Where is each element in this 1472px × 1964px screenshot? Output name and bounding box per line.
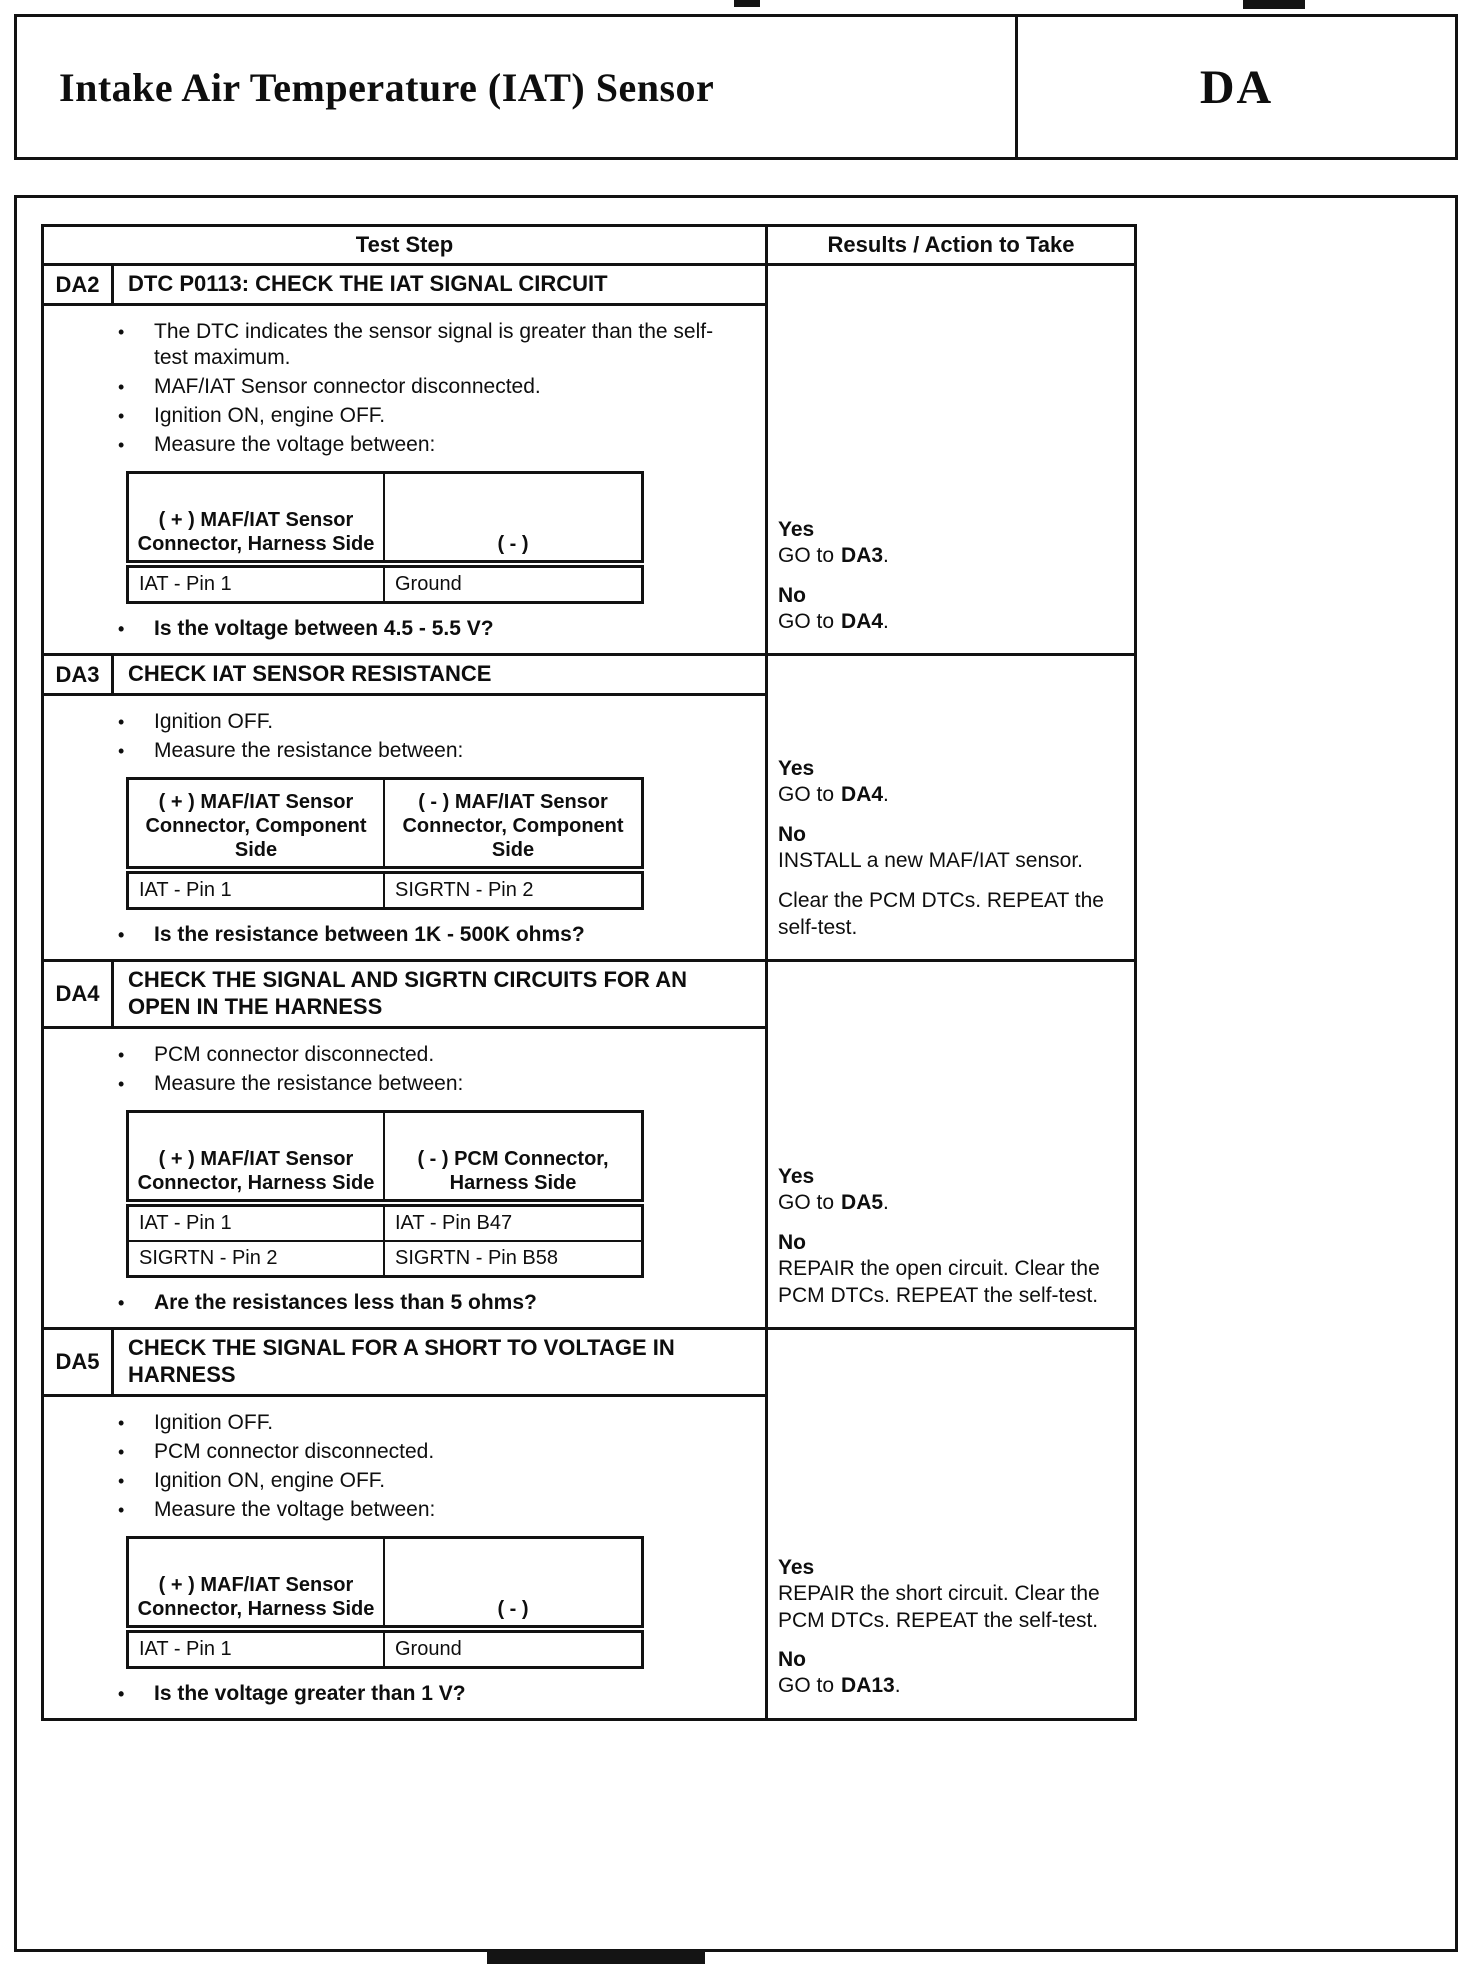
action-text: GO to: [778, 783, 835, 807]
result-no: [778, 1230, 1124, 1309]
bullet-item: [118, 1410, 745, 1436]
connector-table: [126, 471, 644, 604]
result-action: [778, 543, 1124, 569]
connector-table-row: [129, 1207, 641, 1240]
action-text: GO to: [778, 1191, 835, 1215]
connector-table-header: ( + ) MAF/IAT Sensor Connector, Component Side: [129, 780, 385, 866]
bullet-icon: •: [118, 322, 125, 343]
scan-artifact: [1243, 0, 1305, 9]
table-header-row: [44, 227, 1134, 266]
step-id: DA4: [44, 962, 114, 1026]
connector-table-header: ( - ): [497, 533, 529, 556]
connector-table: [126, 1536, 644, 1669]
connector-table-cell: IAT - Pin 1: [129, 874, 385, 907]
connector-table-cell: IAT - Pin B47: [395, 1212, 513, 1235]
connector-table-cell: IAT - Pin 1: [129, 1633, 385, 1666]
bullet-item: [118, 1468, 745, 1494]
action-text: REPAIR the open circuit. Clear the PCM DTCs. REPEAT the self-test.: [778, 1257, 1100, 1307]
bullet-icon: •: [118, 1074, 125, 1095]
result-action: [778, 848, 1124, 874]
connector-table-row: [129, 568, 641, 601]
bullet-item: [118, 1439, 745, 1465]
bullet-icon: •: [118, 1293, 125, 1314]
step-body: [44, 1029, 765, 1327]
verdict-label: No: [778, 1230, 806, 1254]
bullet-icon: •: [118, 406, 125, 427]
connector-table-header: ( - ): [497, 1597, 529, 1620]
step-id: DA3: [44, 656, 114, 693]
bullet-icon: •: [118, 1441, 125, 1462]
action-text: REPAIR the short circuit. Clear the PCM DTCs. REPEAT the self-test.: [778, 1582, 1100, 1632]
action-target: DA5: [841, 1191, 884, 1215]
results-cell: [768, 656, 1134, 959]
bullet-item: [118, 319, 745, 371]
step-header: [44, 266, 765, 306]
bullet-text: Ignition ON, engine OFF.: [154, 1468, 386, 1492]
page-title: Intake Air Temperature (IAT) Sensor: [59, 64, 715, 110]
action-text: GO to: [778, 609, 835, 633]
connector-table-row: [129, 1633, 641, 1666]
question-text: Are the resistances less than 5 ohms?: [154, 1291, 537, 1315]
verdict-label: Yes: [778, 1164, 815, 1188]
question-item: [118, 616, 745, 642]
bullet-item: [118, 738, 745, 764]
question-item: [118, 922, 745, 948]
connector-table: [126, 777, 644, 910]
test-step-row-da4: [44, 962, 1134, 1330]
verdict-label: No: [778, 1647, 806, 1671]
result-action: [778, 1190, 1124, 1216]
question-text: Is the resistance between 1K - 500K ohms?: [154, 923, 585, 947]
bullet-text: Measure the voltage between:: [154, 433, 436, 457]
connector-table-cell: SIGRTN - Pin 2: [129, 1242, 385, 1275]
test-step-row-da2: [44, 266, 1134, 656]
result-no: [778, 583, 1124, 636]
test-step-cell: [44, 266, 768, 653]
connector-table: [126, 1110, 644, 1278]
bullet-text: Ignition OFF.: [154, 710, 274, 734]
bullet-item: [118, 1071, 745, 1097]
step-id: DA2: [44, 266, 114, 303]
connector-table-head: [126, 1536, 644, 1628]
bullet-item: [118, 1042, 745, 1068]
page-code: DA: [1199, 60, 1274, 114]
step-header: [44, 1330, 765, 1397]
connector-table-header: ( - ) MAF/IAT Sensor Connector, Component Side: [402, 791, 624, 862]
connector-table-head: [126, 777, 644, 869]
test-step-cell: [44, 656, 768, 959]
connector-table-cell: Ground: [395, 1637, 462, 1660]
bullet-icon: •: [118, 925, 125, 946]
result-no: [778, 822, 1124, 942]
result-action: [778, 782, 1124, 808]
step-title: CHECK THE SIGNAL FOR A SHORT TO VOLTAGE IN HARNESS: [128, 1335, 675, 1387]
connector-table-cell: SIGRTN - Pin 2: [395, 879, 534, 902]
page-body-frame: [14, 195, 1458, 1952]
result-action: [778, 1256, 1124, 1309]
diagnostic-table: [41, 224, 1137, 1721]
action-target: DA3: [841, 544, 884, 568]
result-action: [778, 609, 1124, 635]
action-text: .: [883, 1191, 889, 1215]
step-id: DA5: [44, 1330, 114, 1394]
verdict-label: No: [778, 822, 806, 846]
connector-table-cell: SIGRTN - Pin B58: [395, 1247, 559, 1270]
column-header-test-step: Test Step: [44, 227, 768, 263]
bullet-text: The DTC indicates the sensor signal is greater than the self-test maximum.: [154, 320, 714, 370]
connector-table-header: ( + ) MAF/IAT Sensor Connector, Harness Side: [129, 474, 385, 560]
action-text: GO to: [778, 1674, 835, 1698]
step-body: [44, 306, 765, 653]
action-text: .: [883, 609, 889, 633]
column-header-results: Results / Action to Take: [827, 232, 1075, 257]
result-action: [778, 1673, 1124, 1699]
bullet-icon: •: [118, 1683, 125, 1704]
bullet-text: Ignition OFF.: [154, 1410, 274, 1434]
verdict-label: Yes: [778, 1555, 815, 1579]
step-body: [44, 696, 765, 959]
step-title: CHECK THE SIGNAL AND SIGRTN CIRCUITS FOR AN OPEN IN THE HARNESS: [128, 967, 687, 1020]
document-title-cell: [17, 17, 1015, 157]
action-target: DA13: [841, 1674, 895, 1698]
bullet-text: Measure the resistance between:: [154, 739, 464, 763]
action-text: .: [883, 783, 889, 807]
document-header: [14, 14, 1458, 160]
question-item: [118, 1681, 745, 1707]
action-target: DA4: [841, 609, 884, 633]
bullet-icon: •: [118, 435, 125, 456]
bullet-icon: •: [118, 1470, 125, 1491]
connector-table-row: [129, 874, 641, 907]
test-step-row-da3: [44, 656, 1134, 962]
question-text: Is the voltage greater than 1 V?: [154, 1681, 466, 1705]
results-cell: [768, 962, 1134, 1327]
step-title: CHECK IAT SENSOR RESISTANCE: [128, 661, 492, 687]
result-action: [778, 888, 1124, 941]
connector-table-row: [129, 1240, 641, 1275]
bullet-icon: •: [118, 1412, 125, 1433]
results-cell: [768, 266, 1134, 653]
action-text: Clear the PCM DTCs. REPEAT the self-test.: [778, 889, 1104, 939]
connector-table-body: [126, 565, 644, 604]
action-text: .: [883, 544, 889, 568]
result-yes: [778, 1164, 1124, 1217]
step-title: DTC P0113: CHECK THE IAT SIGNAL CIRCUIT: [128, 271, 608, 297]
test-step-cell: [44, 962, 768, 1327]
step-header: [44, 962, 765, 1029]
bullet-item: [118, 1497, 745, 1523]
bullet-icon: •: [118, 619, 125, 640]
connector-table-cell: IAT - Pin 1: [129, 1207, 385, 1240]
result-action: [778, 1581, 1124, 1634]
result-no: [778, 1647, 1124, 1700]
verdict-label: No: [778, 583, 806, 607]
bullet-icon: •: [118, 712, 125, 733]
connector-table-head: [126, 471, 644, 563]
connector-table-body: [126, 871, 644, 910]
connector-table-cell: Ground: [395, 573, 462, 596]
document-code-cell: [1015, 17, 1455, 157]
connector-table-cell: IAT - Pin 1: [129, 568, 385, 601]
question-text: Is the voltage between 4.5 - 5.5 V?: [154, 617, 494, 641]
bullet-text: PCM connector disconnected.: [154, 1042, 435, 1066]
results-cell: [768, 1330, 1134, 1718]
question-item: [118, 1290, 745, 1316]
bullet-item: [118, 709, 745, 735]
result-yes: [778, 756, 1124, 809]
test-step-row-da5: [44, 1330, 1134, 1718]
step-header: [44, 656, 765, 696]
bullet-icon: •: [118, 1044, 125, 1065]
connector-table-header: ( + ) MAF/IAT Sensor Connector, Harness Side: [129, 1539, 385, 1625]
action-text: GO to: [778, 544, 835, 568]
bullet-text: Measure the resistance between:: [154, 1072, 464, 1096]
bullet-item: [118, 374, 745, 400]
test-step-cell: [44, 1330, 768, 1718]
verdict-label: Yes: [778, 756, 815, 780]
connector-table-header: ( + ) MAF/IAT Sensor Connector, Harness Side: [129, 1113, 385, 1199]
connector-table-body: [126, 1630, 644, 1669]
result-yes: [778, 1555, 1124, 1634]
action-target: DA4: [841, 783, 884, 807]
bullet-item: [118, 403, 745, 429]
bullet-icon: •: [118, 741, 125, 762]
bullet-text: MAF/IAT Sensor connector disconnected.: [154, 375, 541, 399]
action-text: INSTALL a new MAF/IAT sensor.: [778, 848, 1084, 872]
bullet-item: [118, 432, 745, 458]
connector-table-header: ( - ) PCM Connector, Harness Side: [417, 1148, 609, 1195]
bullet-text: Ignition ON, engine OFF.: [154, 404, 386, 428]
result-yes: [778, 517, 1124, 570]
connector-table-body: [126, 1204, 644, 1278]
scan-artifact: [487, 1950, 705, 1964]
connector-table-head: [126, 1110, 644, 1202]
bullet-text: PCM connector disconnected.: [154, 1439, 435, 1463]
step-body: [44, 1397, 765, 1718]
action-text: .: [894, 1674, 901, 1698]
bullet-text: Measure the voltage between:: [154, 1497, 436, 1521]
bullet-icon: •: [118, 1499, 125, 1520]
scan-artifact: [734, 0, 760, 7]
bullet-icon: •: [118, 377, 125, 398]
verdict-label: Yes: [778, 517, 815, 541]
